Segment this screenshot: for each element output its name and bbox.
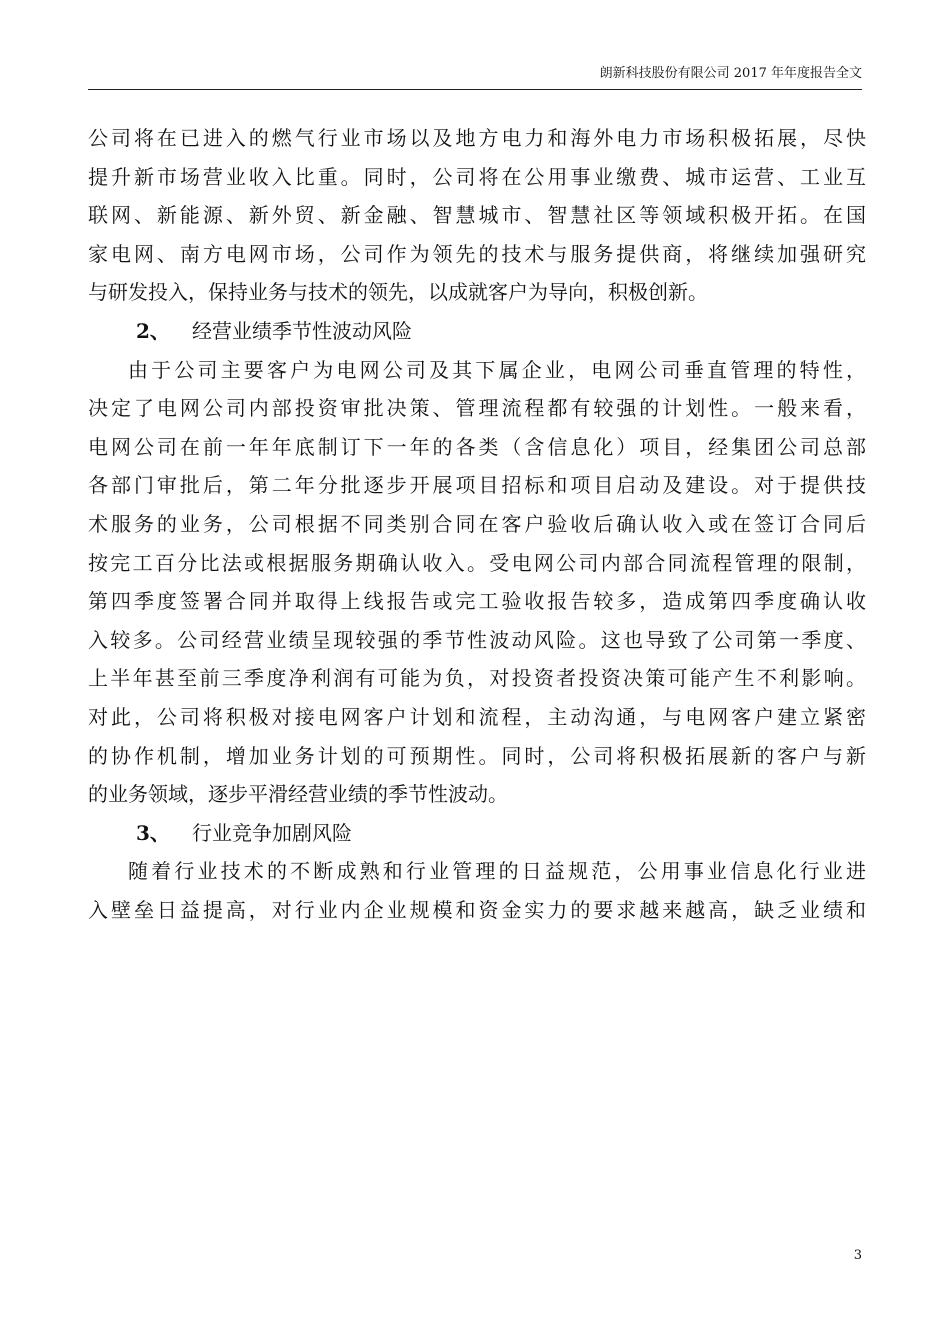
- text-line: 公司将在已进入的燃气行业市场以及地方电力和海外电力市场积极拓展，尽快: [88, 126, 866, 150]
- text-line: 家电网、南方电网市场，公司作为领先的技术与服务提供商，将继续加强研究: [88, 241, 866, 266]
- text-line: 随着行业技术的不断成熟和行业管理的日益规范，公用事业信息化行业进: [128, 859, 866, 884]
- text-line: 的协作机制，增加业务计划的可预期性。同时，公司将积极拓展新的客户与新: [88, 743, 866, 768]
- paragraph-seasonal-risk: [88, 351, 866, 814]
- page-header: [88, 64, 862, 90]
- page-number: 3: [853, 1248, 862, 1263]
- section-heading-competition-risk: [88, 814, 866, 853]
- text-line: 入较多。公司经营业绩呈现较强的季节性波动风险。这也导致了公司第一季度、: [88, 627, 866, 652]
- document-title: 朗新科技股份有限公司 2017 年年度报告全文: [599, 66, 862, 81]
- section-number: 3、: [136, 820, 170, 845]
- section-title: 经营业绩季节性波动风险: [192, 318, 412, 343]
- text-line: 第四季度签署合同并取得上线报告或完工验收报告较多，造成第四季度确认收: [88, 589, 866, 614]
- text-line: 入壁垒日益提高，对行业内企业规模和资金实力的要求越来越高，缺乏业绩和: [88, 897, 866, 922]
- text-line: 电网公司在前一年年底制订下一年的各类（含信息化）项目，经集团公司总部: [88, 434, 866, 459]
- paragraph-competition-risk: [88, 852, 866, 929]
- text-line: 的业务领域，逐步平滑经营业绩的季节性波动。: [88, 782, 508, 807]
- text-line: 术服务的业务，公司根据不同类别合同在客户验收后确认收入或在签订合同后: [88, 511, 866, 536]
- text-line: 与研发投入，保持业务与技术的领先，以成就客户为导向，积极创新。: [88, 280, 708, 305]
- text-line: 提升新市场营业收入比重。同时，公司将在公用事业缴费、城市运营、工业互: [88, 164, 866, 189]
- document-body: [88, 119, 866, 929]
- section-title: 行业竞争加剧风险: [192, 820, 352, 845]
- section-number: 2、: [136, 318, 170, 343]
- text-line: 由于公司主要客户为电网公司及其下属企业，电网公司垂直管理的特性，: [128, 357, 866, 382]
- text-line: 决定了电网公司内部投资审批决策、管理流程都有较强的计划性。一般来看，: [88, 396, 866, 421]
- text-line: 联网、新能源、新外贸、新金融、智慧城市、智慧社区等领域积极开拓。在国: [88, 203, 866, 228]
- paragraph-intro-continuation: [88, 119, 866, 312]
- text-line: 上半年甚至前三季度净利润有可能为负，对投资者投资决策可能产生不利影响。: [88, 666, 866, 691]
- text-line: 对此，公司将积极对接电网客户计划和流程，主动沟通，与电网客户建立紧密: [88, 704, 866, 729]
- text-line: 按完工百分比法或根据服务期确认收入。受电网公司内部合同流程管理的限制，: [88, 550, 866, 575]
- text-line: 各部门审批后，第二年分批逐步开展项目招标和项目启动及建设。对于提供技: [88, 473, 866, 498]
- section-heading-seasonal-risk: [88, 312, 866, 351]
